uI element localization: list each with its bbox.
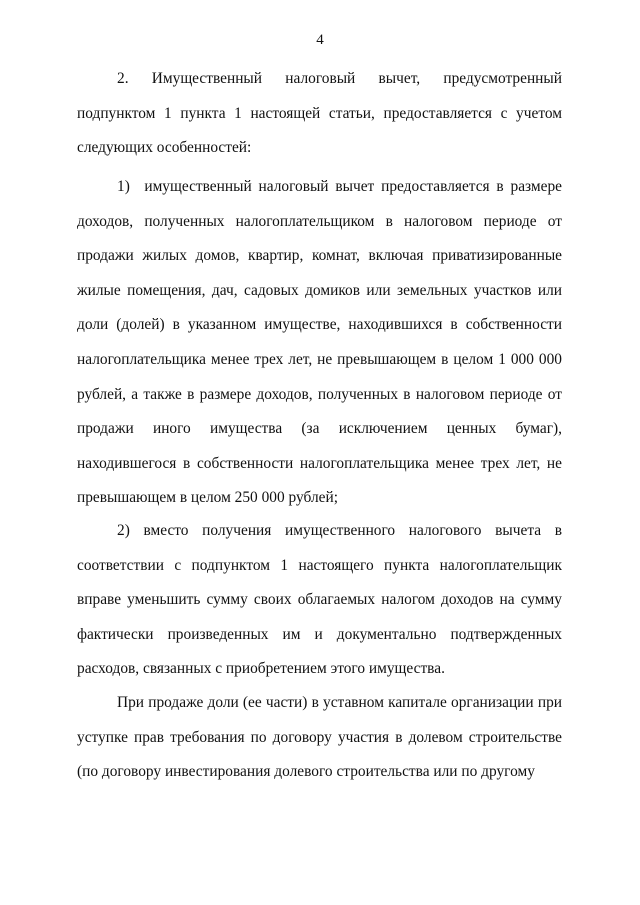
paragraph-subitem-2: 2) вместо получения имущественного налогового вычета в соответствии с подпунктом 1 настоящего пункта налогоплательщик вправе уменьшить сумму своих облагаемых налогом доходов на сумму фактически произведенных им и документально подтвержденных расходов, связанных с приобретением этого имущества. — [77, 522, 562, 678]
page-number: 4 — [316, 32, 324, 48]
paragraph-item-2: 2. Имущественный налоговый вычет, предусмотренный подпунктом 1 пункта 1 настоящей статьи, предоставляется с учетом следующих особенностей: — [77, 70, 562, 157]
paragraph-share-sale: При продаже доли (ее части) в уставном капитале организации при уступке прав требования по договору участия в долевом строительстве (по договору инвестирования долевого строительства или по другому — [77, 694, 562, 781]
paragraph-subitem-1: 1) имущественный налоговый вычет предоставляется в размере доходов, полученных налогоплательщиком в налоговом периоде от продажи жилых домов, квартир, комнат, включая приватизированные жилые помещения, дач, садовых домиков или земельных участков или доли (долей) в указанном имуществе, находившихся в собственности налогоплательщика менее трех лет, не превышающем в целом 1 000 000 рублей, а также в размере доходов, полученных в налоговом периоде от продажи иного имущества (за исключением ценных бумаг), находившегося в собственности налогоплательщика менее трех лет, не превышающем в целом 250 000 рублей; — [77, 178, 562, 507]
